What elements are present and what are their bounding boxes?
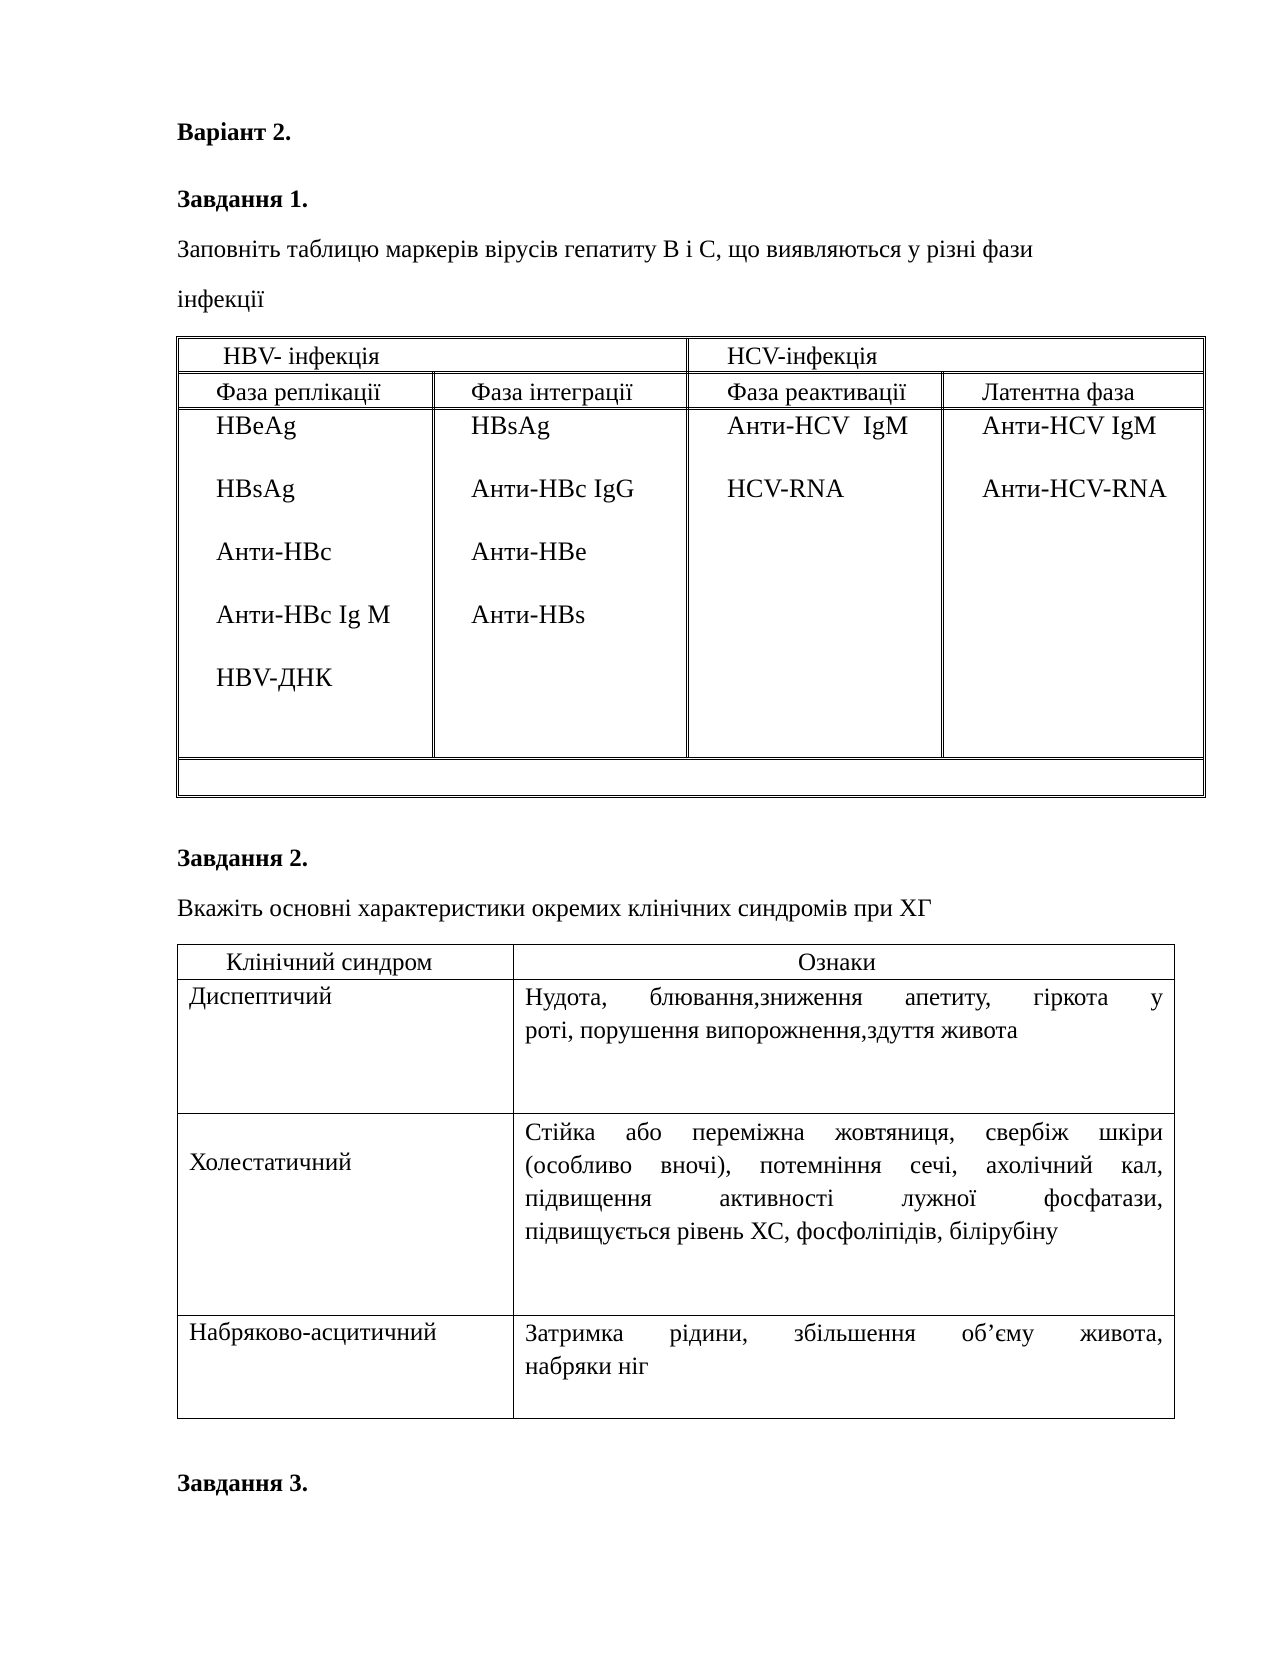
table-divider [941, 371, 944, 757]
task1-instruction-line2: інфекції [177, 286, 265, 313]
signs-line: підвищення активності лужної фосфатази, [525, 1185, 1163, 1212]
task1-instruction-line1: Заповніть таблицю маркерів вірусів гепатиту В і С, що виявляються у різні фази [177, 236, 1033, 263]
replication-markers [216, 411, 391, 726]
list-item: HBsAg [216, 474, 296, 503]
list-item: Анти-HBe [471, 537, 587, 566]
signs-line: Нудота, блювання,зниження апетиту, гіркота у [525, 984, 1163, 1011]
markers-table [176, 336, 1206, 798]
list-item: Анти-HCV IgM [982, 411, 1157, 440]
list-item: Анти-HBc IgG [471, 474, 635, 503]
syndrome-name: Диспептичий [189, 983, 333, 1010]
table-divider [432, 371, 435, 757]
syndromes-table [177, 944, 1175, 1419]
list-item: Анти-HBs [471, 600, 586, 629]
column-header-integration: Фаза інтеграції [471, 379, 633, 406]
syndrome-name: Набряково-асцитичний [189, 1319, 437, 1346]
list-item: Анти-HCV-RNA [982, 474, 1168, 503]
syndrome-signs [525, 1317, 1163, 1383]
task2-heading: Завдання 2. [177, 845, 309, 872]
task1-heading: Завдання 1. [177, 186, 309, 213]
list-item: HBsAg [471, 411, 551, 440]
list-item: Анти-HBc [216, 537, 332, 566]
table-rule [178, 1315, 1174, 1316]
header-syndrome: Клінічний синдром [226, 949, 433, 976]
syndrome-name: Холестатичний [189, 1149, 352, 1176]
list-item: HBeAg [216, 411, 297, 440]
signs-line: роті, порушення випорожнення,здуття живота [525, 1017, 1018, 1044]
task2-instruction: Вкажіть основні характеристики окремих клінічних синдромів при ХГ [177, 895, 932, 922]
signs-line: Стійка або переміжна жовтяниця, свербіж шкіри [525, 1119, 1163, 1146]
table-divider [513, 945, 514, 1418]
syndrome-signs [525, 981, 1163, 1047]
syndrome-signs [525, 1116, 1163, 1248]
reactivation-markers [727, 411, 908, 537]
task3-heading: Завдання 3. [177, 1470, 309, 1497]
signs-line: (особливо вночі), потемніння сечі, ахолічний кал, [525, 1152, 1163, 1179]
table-rule [178, 1113, 1174, 1114]
column-header-latent: Латентна фаза [982, 379, 1135, 406]
signs-line: Затримка рідини, збільшення об’єму живота, [525, 1320, 1163, 1347]
group-hbv-header: HBV- інфекція [223, 343, 380, 370]
column-header-reactivation: Фаза реактивації [727, 379, 907, 406]
integration-markers [471, 411, 635, 663]
signs-line: підвищується рівень ХС, фосфоліпідів, білірубіну [525, 1218, 1059, 1245]
signs-line: набряки ніг [525, 1353, 649, 1380]
list-item: Анти-HCV IgM [727, 411, 909, 440]
latent-markers [982, 411, 1167, 537]
list-item: Анти-HBc Ig M [216, 600, 391, 629]
header-signs: Ознаки [798, 949, 876, 976]
table-divider [686, 339, 689, 757]
group-hcv-header: HCV-інфекція [727, 343, 878, 370]
variant-title: Варіант 2. [177, 119, 292, 146]
list-item: HCV-RNA [727, 474, 845, 503]
list-item: HBV-ДНК [216, 663, 333, 692]
table-rule [179, 757, 1203, 760]
table-rule [178, 979, 1174, 980]
column-header-replication: Фаза реплікації [216, 379, 381, 406]
